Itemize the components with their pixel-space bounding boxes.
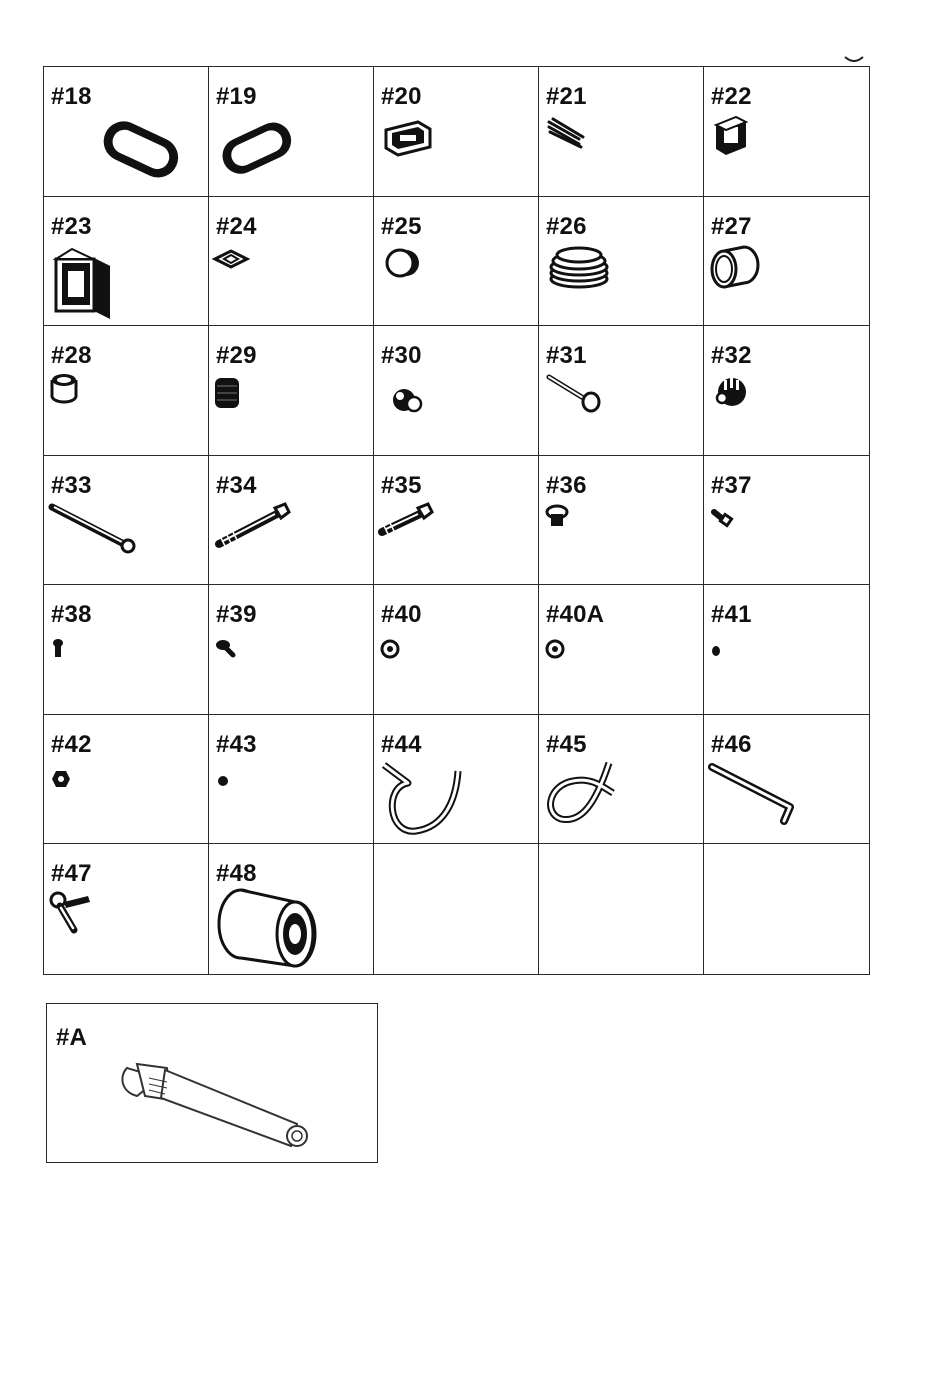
empty-cell <box>539 844 704 974</box>
part-cell <box>44 67 209 197</box>
part-cell <box>704 456 869 586</box>
part-label: #32 <box>711 342 752 370</box>
part-label: #35 <box>381 471 422 499</box>
l-pin-icon <box>704 715 869 845</box>
roller-icon <box>209 844 374 974</box>
part-label: #20 <box>381 83 422 110</box>
part-cell <box>374 197 539 327</box>
part-cell <box>704 326 869 456</box>
oval-end-cap-icon <box>44 67 209 197</box>
small-bolt-icon <box>704 456 869 586</box>
part-cell <box>209 715 374 845</box>
hook-pin-icon <box>374 715 539 845</box>
part-label: #37 <box>711 471 752 499</box>
part-cell <box>539 326 704 456</box>
part-cell <box>704 585 869 715</box>
nut-icon <box>44 715 209 845</box>
part-label: #43 <box>216 730 257 758</box>
round-sleeve-icon <box>704 197 869 327</box>
round-head-screw-icon <box>539 456 704 586</box>
part-label: #23 <box>51 212 92 240</box>
part-label: #41 <box>711 601 752 629</box>
pan-head-screw-icon <box>209 585 374 715</box>
small-washer-icon <box>704 585 869 715</box>
part-cell <box>209 844 374 974</box>
part-label: #30 <box>381 342 422 370</box>
part-cell <box>44 844 209 974</box>
part-label: #42 <box>51 730 92 758</box>
part-label: #33 <box>51 471 92 499</box>
oval-end-cap-icon <box>209 67 374 197</box>
tool-box <box>46 1003 378 1163</box>
part-label: #28 <box>51 342 92 370</box>
part-label: #27 <box>711 212 752 240</box>
adjustable-wrench-icon <box>47 1004 379 1164</box>
rectangular-end-cap-icon <box>374 67 539 197</box>
part-label: #19 <box>216 83 257 110</box>
empty-cell <box>374 844 539 974</box>
parts-grid <box>43 66 870 975</box>
washer-icon <box>539 585 704 715</box>
part-label: #40A <box>546 601 605 629</box>
square-end-cap-icon <box>704 67 869 197</box>
part-label: #22 <box>711 83 752 110</box>
small-ribbed-cap-icon <box>539 67 704 197</box>
part-label: #40 <box>381 601 422 629</box>
part-label: #44 <box>381 730 422 758</box>
wing-nut-icon <box>44 844 209 974</box>
pin-icon <box>539 326 704 456</box>
long-bolt-icon <box>44 456 209 586</box>
part-cell <box>44 326 209 456</box>
short-sleeve-icon <box>44 326 209 456</box>
screw-icon <box>44 585 209 715</box>
part-cell <box>539 67 704 197</box>
part-label: #48 <box>216 860 257 888</box>
part-cell <box>374 585 539 715</box>
part-label: #26 <box>546 212 587 240</box>
loop-pin-icon <box>539 715 704 845</box>
part-label: #31 <box>546 342 587 370</box>
part-cell <box>539 456 704 586</box>
page-corner-mark <box>843 53 865 65</box>
part-cell <box>704 197 869 327</box>
part-cell <box>44 715 209 845</box>
part-label: #29 <box>216 342 257 370</box>
part-cell <box>209 585 374 715</box>
part-label: #38 <box>51 601 92 629</box>
washer-icon <box>374 585 539 715</box>
knurled-knob-icon <box>704 326 869 456</box>
part-label: #24 <box>216 212 257 240</box>
part-cell <box>44 456 209 586</box>
part-cell <box>209 197 374 327</box>
part-label: #25 <box>381 212 422 240</box>
empty-cell <box>704 844 869 974</box>
part-cell <box>44 585 209 715</box>
part-cell <box>209 456 374 586</box>
part-cell <box>209 67 374 197</box>
part-cell <box>44 197 209 327</box>
part-label: #47 <box>51 860 92 888</box>
small-nut-icon <box>209 715 374 845</box>
part-label: #45 <box>546 730 587 758</box>
knob-icon <box>374 326 539 456</box>
medium-bolt-icon <box>209 456 374 586</box>
black-spacer-icon <box>209 326 374 456</box>
part-label: #21 <box>546 83 587 110</box>
part-cell <box>374 456 539 586</box>
square-washer-icon <box>209 197 374 327</box>
part-cell <box>374 326 539 456</box>
part-cell <box>539 715 704 845</box>
round-cap-icon <box>374 197 539 327</box>
part-cell <box>374 715 539 845</box>
part-label: #36 <box>546 471 587 499</box>
part-label: #18 <box>51 83 92 110</box>
part-cell <box>539 197 704 327</box>
ribbed-round-cap-icon <box>539 197 704 327</box>
part-label: #39 <box>216 601 257 629</box>
short-bolt-icon <box>374 456 539 586</box>
tool-label: #A <box>56 1024 88 1051</box>
part-cell <box>209 326 374 456</box>
part-cell <box>539 585 704 715</box>
part-cell <box>704 715 869 845</box>
large-square-end-cap-icon <box>44 197 209 327</box>
part-cell <box>374 67 539 197</box>
part-label: #34 <box>216 471 257 499</box>
part-label: #46 <box>711 730 752 758</box>
part-cell <box>704 67 869 197</box>
